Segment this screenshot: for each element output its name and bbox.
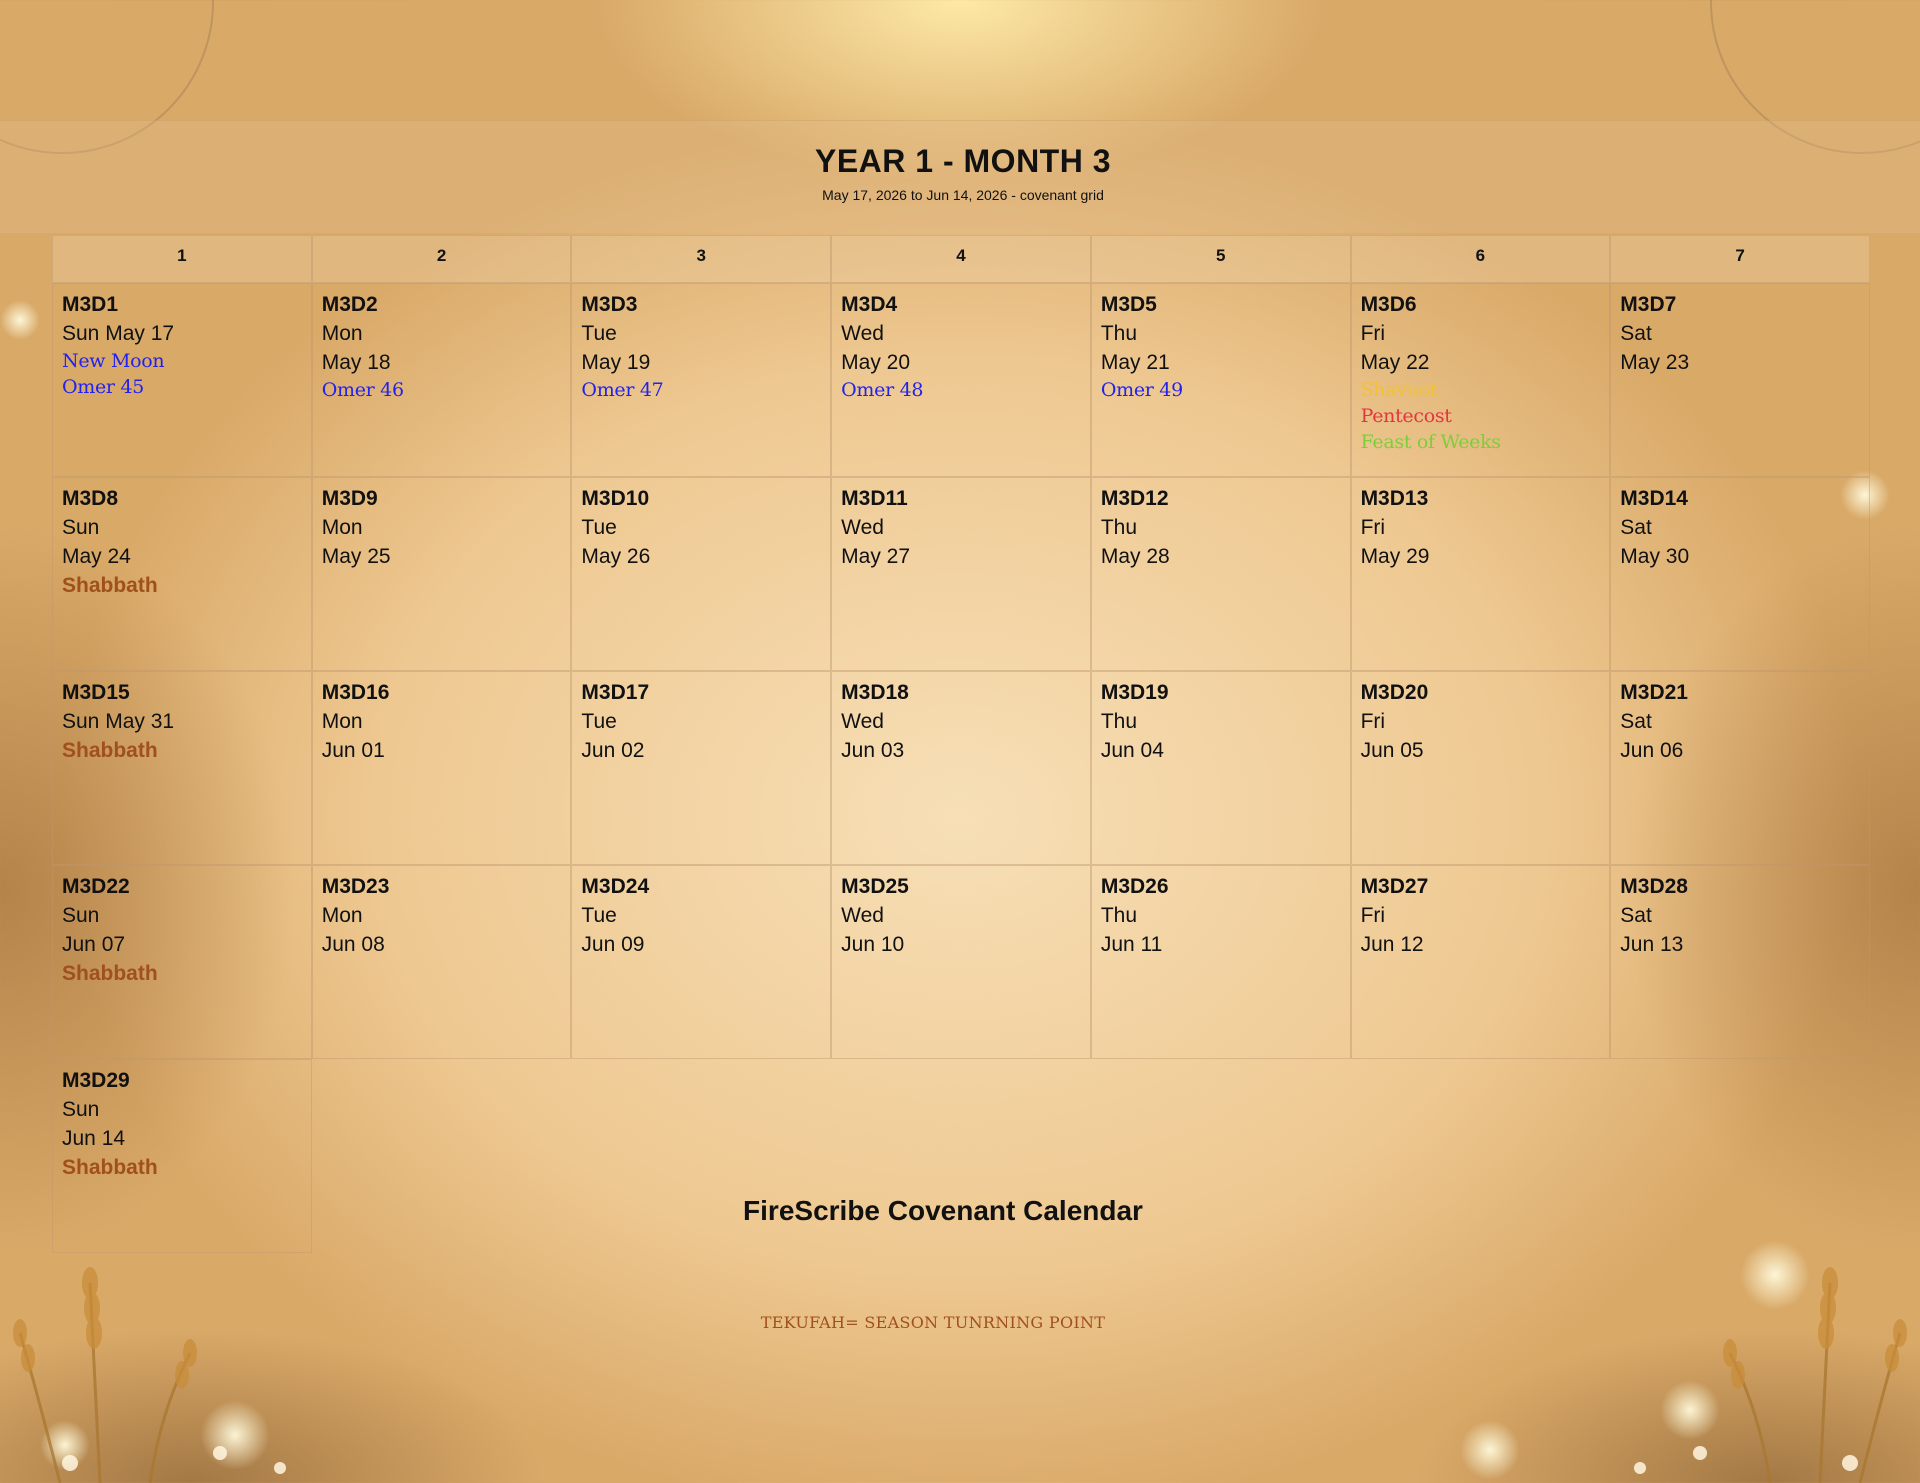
column-header: 6 [1351,235,1611,283]
day-event: Omer 47 [581,379,664,401]
day-date-line: May 24 [62,545,131,568]
day-date-line: Jun 14 [62,1127,126,1150]
day-cell [1610,283,1870,477]
day-date-line: Sun [62,904,100,927]
day-cell [1091,671,1351,865]
day-code: M3D10 [581,487,650,510]
day-date-line: Fri [1360,904,1386,927]
sparkle [0,300,40,340]
day-date-line: Jun 08 [321,933,385,956]
day-date-line: Tue [581,904,617,927]
day-code: M3D5 [1100,293,1157,316]
day-code: M3D19 [1100,681,1169,704]
day-date-line: May 27 [841,545,911,568]
day-code: M3D11 [841,487,908,510]
day-cell [831,283,1091,477]
day-date-line: Sat [1620,322,1652,345]
day-date-line: May 20 [841,351,911,374]
day-cell [1610,865,1870,1059]
day-event: Omer 49 [1100,379,1183,401]
day-date-line: Sun [62,516,100,539]
day-cell [52,865,312,1059]
day-cell [1351,671,1611,865]
day-date-line: Thu [1100,322,1138,345]
day-code: M3D18 [841,681,909,704]
day-event: Pentecost [1360,405,1452,427]
day-date-line: Wed [841,904,884,927]
day-cell [1610,477,1870,671]
day-code: M3D15 [62,681,130,704]
footer-note: TEKUFAH= SEASON TUNRNING POINT [760,1313,1106,1332]
shabbath-label: Shabbath [62,962,158,985]
sparkle [1660,1380,1720,1440]
day-date-line: Jun 02 [581,739,645,762]
day-code: M3D21 [1620,681,1688,704]
day-date-line: Tue [581,710,617,733]
day-cell [312,671,572,865]
column-header: 4 [831,235,1091,283]
day-code: M3D4 [841,293,898,316]
day-code: M3D7 [1620,293,1677,316]
day-date-line: Sat [1620,904,1652,927]
day-date-line: May 22 [1360,351,1430,374]
day-date-line: Jun 10 [841,933,905,956]
day-cell [831,477,1091,671]
day-date-line: Sat [1620,710,1652,733]
day-cell [1091,283,1351,477]
day-date-line: Mon [321,710,363,733]
day-date-line: May 29 [1360,545,1430,568]
day-date-line: Mon [321,516,363,539]
day-cell [831,865,1091,1059]
day-date-line: May 30 [1620,545,1690,568]
column-header: 7 [1610,235,1870,283]
day-cell [52,283,312,477]
page-title: YEAR 1 - MONTH 3 [814,143,1112,179]
day-date-line: Tue [581,322,617,345]
day-date-line: May 26 [581,545,651,568]
day-cell [1091,477,1351,671]
day-cell [52,477,312,671]
day-date-line: Mon [321,904,363,927]
day-code: M3D20 [1360,681,1429,704]
day-date-line: Tue [581,516,617,539]
day-date-line: Wed [841,710,884,733]
day-cell [312,477,572,671]
column-header: 2 [312,235,572,283]
day-code: M3D28 [1620,875,1688,898]
day-code: M3D14 [1620,487,1688,510]
sparkle [1460,1420,1520,1480]
day-date-line: Mon [321,322,363,345]
day-date-line: Wed [841,322,884,345]
day-cell [571,283,831,477]
column-header: 3 [571,235,831,283]
day-cell [1091,865,1351,1059]
day-code: M3D1 [62,293,119,316]
day-date-line: Thu [1100,710,1138,733]
calendar-grid [52,235,1870,1252]
day-date-line: Jun 12 [1360,933,1424,956]
day-cell [312,865,572,1059]
day-date-line: May 25 [321,545,391,568]
day-date-line: Jun 06 [1620,739,1684,762]
day-date-line: Thu [1100,516,1138,539]
day-code: M3D22 [62,875,130,898]
shabbath-label: Shabbath [62,574,158,597]
day-date-line: Sat [1620,516,1652,539]
day-cell [312,283,572,477]
column-header: 5 [1091,235,1351,283]
day-date-line: Jun 01 [321,739,385,762]
day-cell [831,671,1091,865]
day-code: M3D23 [321,875,390,898]
footer-title: FireScribe Covenant Calendar [743,1195,1143,1226]
sparkle [200,1400,270,1470]
day-code: M3D24 [581,875,650,898]
day-code: M3D27 [1360,875,1429,898]
day-cell [571,671,831,865]
day-date-line: May 21 [1100,351,1170,374]
day-cell [1351,283,1611,477]
page-subtitle: May 17, 2026 to Jun 14, 2026 - covenant grid [822,187,1104,203]
day-event: Omer 46 [321,379,404,401]
day-date-line: Fri [1360,710,1386,733]
shabbath-label: Shabbath [62,739,158,762]
day-cell [1351,477,1611,671]
day-code: M3D8 [62,487,119,510]
day-code: M3D29 [62,1069,130,1092]
day-date-line: Jun 05 [1360,739,1424,762]
shabbath-label: Shabbath [62,1156,158,1179]
day-date-line: Fri [1360,322,1386,345]
day-event: Omer 45 [62,376,145,398]
day-event: New Moon [62,350,165,372]
day-date-line: Thu [1100,904,1138,927]
day-cell [571,477,831,671]
day-date-line: Jun 09 [581,933,645,956]
day-code: M3D17 [581,681,650,704]
day-date-line: May 23 [1620,351,1690,374]
day-code: M3D26 [1100,875,1169,898]
day-cell [52,671,312,865]
day-date-line: Jun 11 [1100,933,1163,956]
day-code: M3D6 [1360,293,1417,316]
day-date-line: Sun May 31 [62,710,175,733]
day-code: M3D16 [321,681,390,704]
day-date-line: Jun 04 [1100,739,1164,762]
day-event: Omer 48 [841,379,924,401]
day-code: M3D2 [321,293,378,316]
day-code: M3D13 [1360,487,1429,510]
sparkle [40,1420,90,1470]
day-date-line: Jun 13 [1620,933,1684,956]
day-cell [1610,671,1870,865]
day-event: Shavuot [1360,379,1438,401]
day-date-line: May 18 [321,351,391,374]
day-date-line: Jun 03 [841,739,905,762]
day-date-line: Wed [841,516,884,539]
day-cell [1351,865,1611,1059]
column-header: 1 [52,235,312,283]
day-date-line: May 28 [1100,545,1170,568]
day-date-line: May 19 [581,351,651,374]
day-code: M3D25 [841,875,909,898]
day-date-line: Sun May 17 [62,322,175,345]
day-date-line: Fri [1360,516,1386,539]
day-code: M3D12 [1100,487,1169,510]
day-date-line: Jun 07 [62,933,126,956]
day-event: Feast of Weeks [1360,431,1501,453]
day-code: M3D9 [321,487,378,510]
day-code: M3D3 [581,293,638,316]
day-cell [571,865,831,1059]
day-date-line: Sun [62,1098,100,1121]
